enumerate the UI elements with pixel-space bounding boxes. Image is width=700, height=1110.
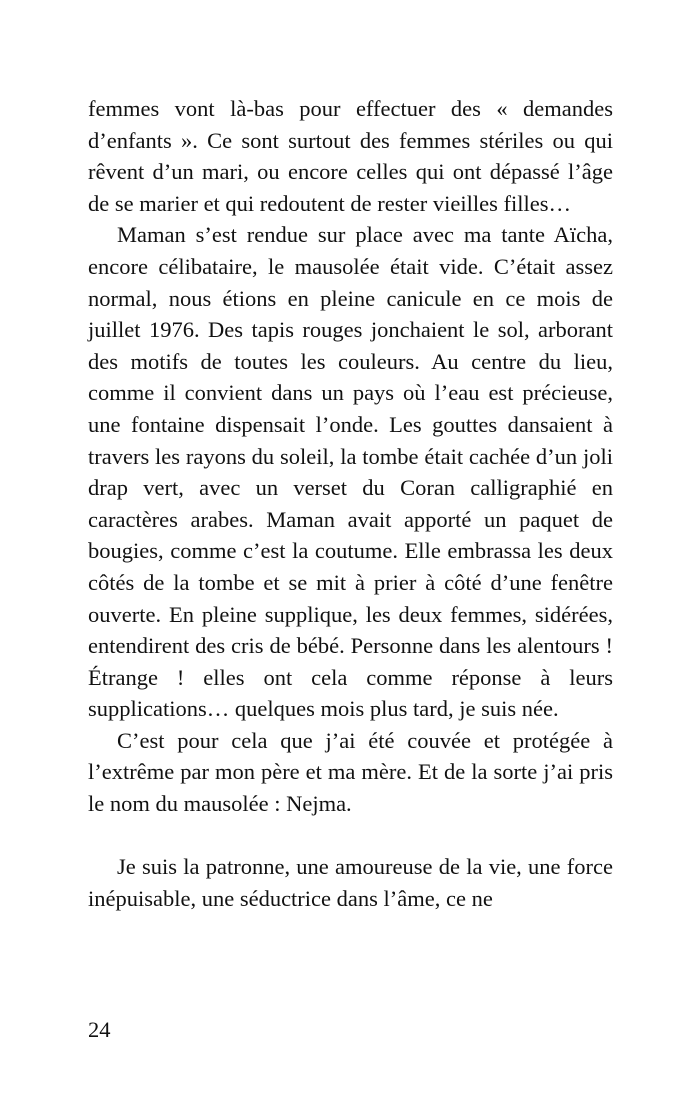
paragraph-name-origin: C’est pour cela que j’ai été couvée et protégée à l’extrême par mon père et ma mère. Et de la sorte j’ai pris le nom du mausolée : Nejma. [88, 727, 613, 817]
paragraph-self-description: Je suis la patronne, une amoureuse de la vie, une force inépuisable, une séductrice dans l’âme, ce ne [88, 854, 613, 911]
paragraph-continuation: femmes vont là-bas pour effectuer des « demandes d’enfants ». Ce sont surtout des femmes stériles ou qui rêvent d’un mari, ou encore celles qui ont dépassé l’âge de se marier et qui redoutent de rester vieilles filles… [88, 96, 613, 216]
body-text [88, 93, 613, 914]
page-number: 24 [88, 1017, 111, 1042]
paragraph-mausoleum-visit: Maman s’est rendue sur place avec ma tante Aïcha, encore célibataire, le mausolée était vide. C’était assez normal, nous étions en pleine canicule en ce mois de juillet 1976. Des tapis rouges jonchaient le sol, arborant des motifs de toutes les couleurs. Au centre du lieu, comme il convient dans un pays où l’eau est précieuse, une fontaine dispensait l’onde. Les gouttes dansaient à travers les rayons du soleil, la tombe était cachée d’un joli drap vert, avec un verset du Coran calligraphié en caractères arabes. Maman avait apporté un paquet de bougies, comme c’est la coutume. Elle embrassa les deux côtés de la tombe et se mit à prier à côté d’une fenêtre ouverte. En pleine supplique, les deux femmes, sidérées, entendirent des cris de bébé. Personne dans les alentours ! Étrange ! elles ont cela comme réponse à leurs supplications… quelques mois plus tard, je suis née. [88, 222, 613, 722]
